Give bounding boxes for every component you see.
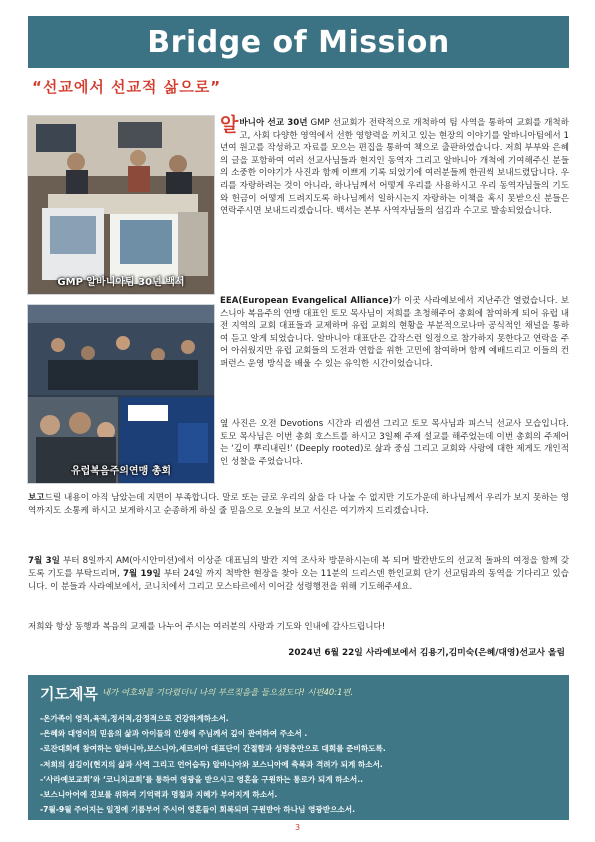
- albania-30-years-paragraph: [220, 114, 569, 218]
- report-body-text: 드릴 내용이 아직 남았는데 지면이 부족합니다. 말로 또는 글로 우리의 삶을 다 나눌 수 없지만 기도가운데 하나님께서 우리가 보지 못하는 영역까지도 소통케 하시고 보게하시고 순종하게 하실 줄 믿음으로 오늘의 보고 서신은 여기까지 드리겠습니다.: [28, 493, 569, 516]
- signature-line: 2024년 6월 22일 사라예보에서 김용기,김미숙(은혜/대영)선교사 올림: [288, 648, 565, 658]
- eea-lead-text: EEA(European Evangelical Alliance): [220, 296, 393, 306]
- thanks-line: 저희와 항상 동행과 복음의 교제를 나누어 주시는 여러분의 사랑과 기도와 인내에 감사드립니다!: [28, 622, 386, 632]
- eea-photo-caption: 유럽복음주의연맹 총회: [70, 466, 172, 477]
- albania-lead-text: 바니아 선교 30년: [239, 118, 308, 128]
- schedule-paragraph: [28, 555, 569, 593]
- prayer-item: -은혜와 대영이의 믿음의 삶과 아이들의 인생에 주님께서 깊이 관여하여 주소서 .: [40, 729, 308, 739]
- page-number: 3: [294, 823, 301, 832]
- prayer-item: -저희의 섬김이(현지의 삶과 사역 그리고 언어습득) 알바니아와 보스니아에 축복과 격려가 되게 하소서.: [40, 759, 383, 769]
- eea-paragraph: [220, 295, 569, 371]
- report-lead-text: 보고: [28, 493, 45, 503]
- prayer-requests-box: [28, 675, 569, 820]
- prayer-item: -‘사라예보교회’와 ‘코니치교회’를 통하여 영광을 받으시고 영혼을 구원하는 통로가 되게 하소서..: [40, 774, 364, 784]
- schedule-text-1: 부터 8일까지 AM(아시안미션)에서 이상준 대표님의 발칸 지역 조사차 방문하시는데 복 되며 발칸반도의 선교적 돌파의 여정을 함께 갖도록 기도를 부탁드리며,: [28, 556, 569, 579]
- title-banner: [28, 16, 569, 68]
- schedule-date-1: 7월 3일: [28, 556, 60, 566]
- book-photo-caption: GMP 알바니아팀 30년 백서: [57, 277, 185, 288]
- page-title: Bridge of Mission: [147, 24, 450, 60]
- subtitle: “선교에서 선교적 삶으로”: [32, 78, 222, 96]
- devotions-body-text: 옆 사진은 오전 Devotions 시간과 리셉션 그리고 토모 목사님과 피스닉 선교사 모습입니다. 토모 목사님은 이번 총회 호스트를 하시고 3일째 주제 설교를 해주었는데 이번 총회의 주제어는 ‘깊이 뿌리내린!’ (Deeply rooted)로 삶과 중심 그리고 교회와 사랑에 대한 제게도 개인적인 성찰을 주었습니다.: [220, 419, 569, 467]
- albania-body-text: GMP 선교회가 전략적으로 개척하여 팀 사역을 통하여 교회를 개척하고, 사회 다양한 영역에서 선한 영향력을 끼치고 있는 현장의 이야기를 알바니아팀에서 1년여 원고를 작성하고 자료를 모으는 편집을 통하여 책으로 출판하였습니다. 저희 부부와 은혜의 글을 포함하여 여러 선교사님들과 현지인 동역자 그리고 알바니아 개척에 기여해주신 분들의 소중한 이야기가 사진과 함께 이쁘게 기록 되었기에 여러분들께 한권씩 보내드렸답니다. 우리를 자랑하려는 것이 아니라, 하나님께서 어떻게 우리를 사용하시고 우리 동역자님들의 기도와 헌금이 어떻게 드려지도록 하나님께서 일하시는지 자랑하는 이책을 혹시 못받으신 분들은 연락주시면 보내드리겠습니다. 백서는 본부 사역자님들의 섬김과 수고로 발송되었습니다.: [220, 118, 569, 217]
- prayer-list: [40, 711, 386, 817]
- book-team-photo-image: [28, 116, 214, 294]
- report-paragraph: [28, 492, 569, 518]
- dropcap-letter: 알: [220, 114, 239, 136]
- schedule-date-2: 7월 19일: [122, 568, 161, 579]
- prayer-item: -온가족이 영적,육적,정서적,감정적으로 건강하게하소서.: [40, 714, 229, 723]
- prayer-item: -7월-9월 주어지는 일정에 기름부어 주시어 영혼들이 회복되며 구원받아 하나님 영광받으소서.: [40, 805, 355, 815]
- prayer-handwritten-verse: 내가 여호와를 기다렸더니 나의 부르짖음을 들으셨도다! 시편40:1편.: [102, 687, 354, 697]
- eea-collage-photo: [28, 305, 214, 483]
- eea-body-text: 가 이곳 사라예보에서 지난주간 열렸습니다. 보스니아 복음주의 연맹 대표인 토모 목사님이 저희를 초청해주어 총회에 참여하게 되어 유럽 내 전 지역의 교회 대표들과 교제하며 유럽 교회의 현황을 부분적으로나마 공식적인 채널을 통하여 듣고 알게 되었습니다. 알바니아 대표단은 갑작스런 일정으로 참가하지 못한다고 연락을 주어 아쉬웠지만 유럽 교회들의 도전과 연합을 위한 고민에 참여하며 함께 예배드리고 이들의 컨퍼런스 운영 방식을 배울 수 있는 유익한 시간이었습니다.: [220, 296, 570, 369]
- book-team-photo: [28, 116, 214, 294]
- devotions-paragraph: [220, 418, 569, 468]
- prayer-item: -보스니아어에 진보를 위하여 기억력과 명철과 지혜가 부어지게 하소서.: [40, 790, 278, 800]
- prayer-item: -로잔대회에 참여하는 알바니아,보스니아,세르비아 대표단이 간절함과 성령충만으로 대회를 준비하도록.: [40, 744, 386, 754]
- schedule-text-2: 부터 24일 까지 척박한 현장을 찾아 오는 11분의 드리스덴 한인교회 단기 선교팀과의 동역을 기다리고 있습니다. 이 분들과 사라예보에서, 코니치에서 그리고 모스타르에서 이어갈 성령행전을 위해 기도해주세요.: [28, 568, 569, 592]
- prayer-heading: 기도제목: [40, 685, 98, 703]
- eea-collage-image: [28, 305, 214, 483]
